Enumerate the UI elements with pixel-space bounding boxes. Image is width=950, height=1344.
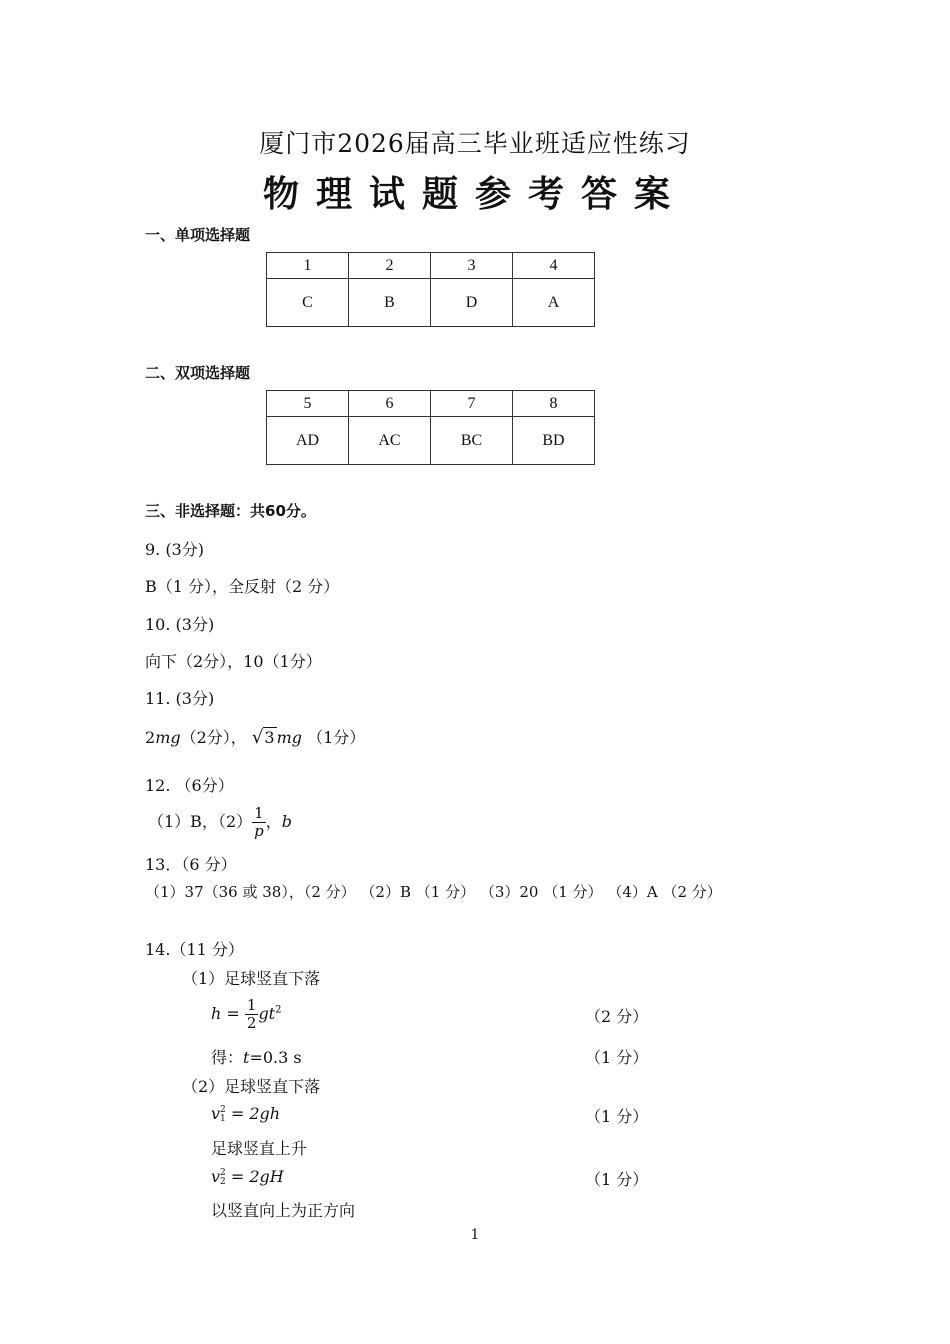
page-number: 1 — [470, 1227, 480, 1243]
section1-heading: 一、单项选择题 — [145, 226, 251, 244]
table-cell-number: 4 — [513, 253, 595, 279]
q14-eq2: v 2 1 = 2gh — [211, 1104, 281, 1124]
q10-label: 10. (3分) — [145, 615, 215, 634]
q14-eq2-score: （1 分） — [585, 1107, 649, 1126]
q12-label: 12. （6分） — [145, 776, 234, 795]
section1-answer-table — [266, 252, 595, 327]
table-cell-answer: BD — [513, 417, 595, 465]
section2-answer-table — [266, 390, 595, 465]
q11-var: mg — [155, 728, 181, 747]
q11-answer — [145, 725, 365, 748]
section2-heading: 二、双项选择题 — [145, 364, 251, 382]
q12-sep: ， — [265, 812, 282, 831]
q14-eq1: h = $\frac{1}{2}$ $gt^2$ — [211, 996, 282, 1032]
q14-label: 14.（11 分） — [145, 940, 244, 959]
q11-var2: mg — [276, 728, 302, 747]
document-title: 厦门市2026届高三毕业班适应性练习 — [259, 129, 691, 158]
sqrt-symbol: √3 — [251, 727, 275, 748]
q12-answer — [148, 805, 292, 840]
q9-label: 9. (3分) — [145, 540, 205, 559]
q14-direction-note: 以竖直向上为正方向 — [211, 1201, 356, 1220]
table-cell-number: 8 — [513, 391, 595, 417]
q10-answer: 向下（2分），10（1分） — [145, 652, 322, 671]
table-cell-answer: AC — [349, 417, 431, 465]
table-cell-number: 7 — [431, 391, 513, 417]
q11-score2: （1分） — [307, 728, 366, 747]
table-cell-number: 6 — [349, 391, 431, 417]
q14-part1-heading: （1）足球竖直下落 — [182, 969, 321, 988]
section3-heading: 三、非选择题：共60分。 — [145, 502, 316, 520]
table-cell-answer: C — [267, 279, 349, 327]
q14-result1: 得：t=0.3 s — [211, 1048, 302, 1067]
q12-prefix: （1）B，（2） — [148, 812, 253, 831]
table-cell-answer: BC — [431, 417, 513, 465]
q11-score1: （2分）， — [180, 728, 247, 747]
table-cell-answer: D — [431, 279, 513, 327]
fraction: $\frac{1}{p}$ — [254, 804, 264, 840]
q14-eq1-score: （2 分） — [585, 1007, 649, 1026]
table-cell-number: 2 — [349, 253, 431, 279]
q14-eq3-score: （1 分） — [585, 1170, 649, 1189]
q14-eq3: v 2 2 = 2gH — [211, 1167, 284, 1187]
document-subtitle: 物理试题参考答案 — [262, 173, 687, 215]
table-cell-answer: A — [513, 279, 595, 327]
q11-label: 11. (3分) — [145, 689, 215, 708]
q13-answer: （1）37（36 或 38），（2 分） （2）B （1 分） （3）20 （1 分） （4）A （2 分） — [145, 883, 722, 901]
fraction: $\frac{1}{2}$ — [246, 996, 257, 1032]
q11-coef: 2 — [145, 728, 156, 747]
table-cell-number: 5 — [267, 391, 349, 417]
table-cell-answer: AD — [267, 417, 349, 465]
q12-var: b — [281, 812, 292, 831]
table-cell-number: 3 — [431, 253, 513, 279]
q14-rise-heading: 足球竖直上升 — [211, 1139, 308, 1158]
q13-label: 13．（6 分） — [145, 855, 237, 874]
q14-part2-heading: （2）足球竖直下落 — [182, 1077, 321, 1096]
q9-answer: B（1 分），全反射（2 分） — [145, 577, 340, 596]
table-cell-answer: B — [349, 279, 431, 327]
q14-result1-score: （1 分） — [585, 1048, 649, 1067]
table-cell-number: 1 — [267, 253, 349, 279]
